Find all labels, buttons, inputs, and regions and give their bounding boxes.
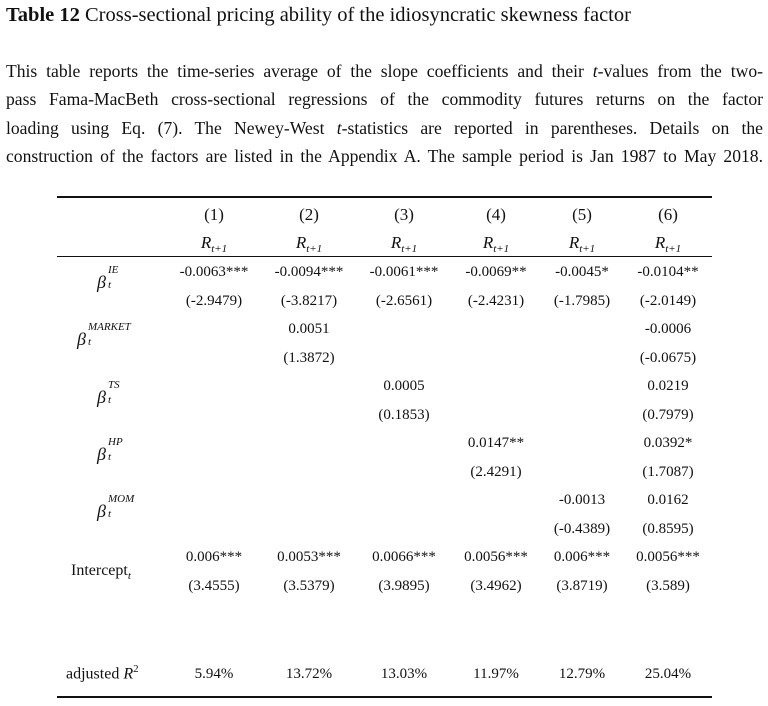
adjusted-r2-cell: 13.03% <box>380 666 428 682</box>
coefficient-cell: 0.0051 <box>288 321 330 337</box>
table-number: Table 12 <box>6 4 80 26</box>
adjusted-r2-cell: 25.04% <box>644 666 692 682</box>
dependent-variable-3: $R_{t+1}$ <box>390 233 418 255</box>
coefficient-cell: -0.0094*** <box>274 264 344 280</box>
coefficient-cell: 0.0005 <box>383 378 425 394</box>
dependent-variable-2: $R_{t+1}$ <box>295 233 323 255</box>
row-label-intercept: Intercept$_t$ <box>71 562 131 582</box>
tstat-cell: (3.589) <box>646 578 690 594</box>
table-top-rule <box>57 196 712 198</box>
tstat-cell: (-2.6561) <box>375 293 433 309</box>
coefficient-cell: 0.006*** <box>553 549 611 565</box>
caption-line-1: This table reports the time-series average of the slope coefficients and their t-values from the two- <box>6 61 763 81</box>
tstat-cell: (0.7979) <box>642 407 694 423</box>
tstat-cell: (-1.7985) <box>553 293 611 309</box>
column-header-5: (5) <box>572 205 592 224</box>
caption-line-3: loading using Eq. (7). The Newey-West t-statistics are reported in parentheses. Details on the <box>6 117 763 138</box>
tstat-cell: (-3.8217) <box>280 293 338 309</box>
tstat-cell: (3.4962) <box>470 578 522 594</box>
row-label-beta-market: β MARKET t <box>77 321 131 349</box>
adjusted-r2-cell: 5.94% <box>194 666 234 682</box>
coefficient-cell: 0.0147** <box>467 435 525 451</box>
coefficient-cell: 0.0053*** <box>277 549 341 565</box>
coefficient-cell: 0.0066*** <box>372 549 436 565</box>
coefficient-cell: -0.0045* <box>555 264 609 280</box>
column-header-3: (3) <box>394 205 414 224</box>
tstat-cell: (-0.4389) <box>553 521 611 537</box>
column-header-1: (1) <box>204 205 224 224</box>
table-title <box>6 3 631 27</box>
coefficient-cell: -0.0063*** <box>179 264 249 280</box>
caption-line-4: construction of the factors are listed in the Appendix A. The sample period is Jan 1987 to May 2018. <box>6 146 763 167</box>
dependent-variable-6: $R_{t+1}$ <box>654 233 682 255</box>
adjusted-r2-cell: 13.72% <box>285 666 333 682</box>
tstat-cell: (2.4291) <box>470 464 522 480</box>
dependent-variable-5: $R_{t+1}$ <box>568 233 596 255</box>
coefficient-cell: -0.0013 <box>558 492 606 508</box>
adjusted-r2-cell: 12.79% <box>558 666 606 682</box>
tstat-cell: (-2.0149) <box>639 293 697 309</box>
tstat-cell: (1.3872) <box>283 350 335 366</box>
table-bottom-rule <box>57 696 712 698</box>
tstat-cell: (-0.0675) <box>639 350 697 366</box>
coefficient-cell: -0.0061*** <box>369 264 439 280</box>
row-label-beta-ie: β IE t <box>97 264 119 292</box>
row-label-beta-mom: β MOM t <box>97 493 135 521</box>
dependent-variable-4: $R_{t+1}$ <box>482 233 510 255</box>
tstat-cell: (0.1853) <box>378 407 430 423</box>
coefficient-cell: -0.0069** <box>465 264 527 280</box>
tstat-cell: (3.5379) <box>283 578 335 594</box>
dependent-variable-1: $R_{t+1}$ <box>200 233 228 255</box>
tstat-cell: (0.8595) <box>642 521 694 537</box>
coefficient-cell: -0.0104** <box>637 264 699 280</box>
tstat-cell: (3.8719) <box>556 578 608 594</box>
table-caption <box>6 57 763 171</box>
coefficient-cell: -0.0006 <box>644 321 692 337</box>
tstat-cell: (-2.9479) <box>185 293 243 309</box>
coefficient-cell: 0.0219 <box>647 378 689 394</box>
tstat-cell: (-2.4231) <box>467 293 525 309</box>
coefficient-cell: 0.0056*** <box>464 549 528 565</box>
row-label-beta-hp: β HP t <box>97 436 123 464</box>
table-title-text: Cross-sectional pricing ability of the idiosyncratic skewness factor <box>85 4 631 26</box>
row-label-adjusted-r2: adjusted $R^2$ <box>66 663 139 683</box>
coefficient-cell: 0.0056*** <box>636 549 700 565</box>
coefficient-cell: 0.0162 <box>647 492 689 508</box>
coefficient-cell: 0.006*** <box>185 549 243 565</box>
adjusted-r2-cell: 11.97% <box>473 666 519 682</box>
tstat-cell: (3.4555) <box>188 578 240 594</box>
table-header-rule <box>57 256 712 257</box>
column-header-6: (6) <box>658 205 678 224</box>
row-label-beta-ts: β TS t <box>97 379 120 407</box>
coefficient-cell: 0.0392* <box>643 435 693 451</box>
tstat-cell: (1.7087) <box>642 464 694 480</box>
caption-line-2: pass Fama-MacBeth cross-sectional regressions of the commodity futures returns on the factor <box>6 89 763 110</box>
tstat-cell: (3.9895) <box>378 578 430 594</box>
column-header-4: (4) <box>486 205 506 224</box>
column-header-2: (2) <box>299 205 319 224</box>
